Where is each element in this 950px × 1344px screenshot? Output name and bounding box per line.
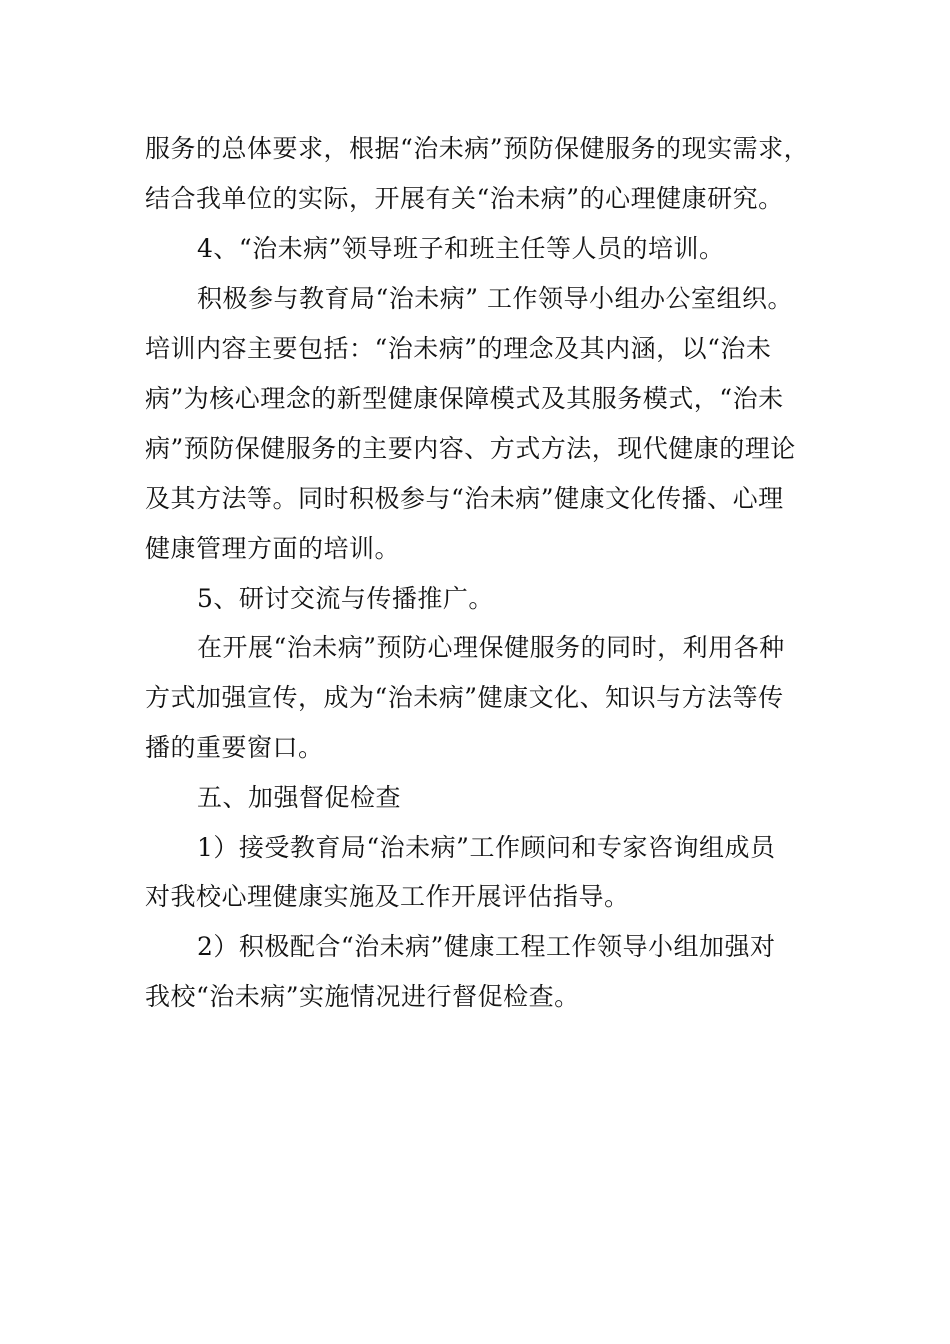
section-heading: 五、加强督促检查 bbox=[197, 783, 402, 812]
paragraph-line: 方式加强宣传，成为“治未病”健康文化、知识与方法等传 bbox=[145, 683, 784, 712]
paragraph-line: 对我校心理健康实施及工作开展评估指导。 bbox=[145, 882, 630, 911]
paragraph-line: 1）接受教育局“治未病”工作顾问和专家咨询组成员 bbox=[197, 833, 776, 862]
paragraph-line: 病”预防保健服务的主要内容、方式方法，现代健康的理论 bbox=[145, 434, 796, 463]
paragraph-line: 积极参与教育局“治未病” 工作领导小组办公室组织。 bbox=[197, 284, 794, 313]
paragraph-line: 播的重要窗口。 bbox=[145, 733, 324, 762]
paragraph-line: 病”为核心理念的新型健康保障模式及其服务模式，“治未 bbox=[145, 384, 784, 413]
paragraph-line: 在开展“治未病”预防心理保健服务的同时，利用各种 bbox=[197, 633, 785, 662]
paragraph-line: 结合我单位的实际，开展有关“治未病”的心理健康研究。 bbox=[145, 184, 784, 213]
paragraph-line: 及其方法等。同时积极参与“治未病”健康文化传播、心理 bbox=[145, 484, 784, 513]
paragraph-line: 我校“治未病”实施情况进行督促检查。 bbox=[145, 982, 580, 1011]
paragraph-line: 服务的总体要求，根据“治未病”预防保健服务的现实需求， bbox=[145, 134, 810, 163]
paragraph-line: 培训内容主要包括：“治未病”的理念及其内涵，以“治未 bbox=[145, 334, 772, 363]
paragraph-line: 健康管理方面的培训。 bbox=[145, 534, 401, 563]
paragraph-line: 2）积极配合“治未病”健康工程工作领导小组加强对 bbox=[197, 932, 776, 961]
section-item-heading: 4、“治未病”领导班子和班主任等人员的培训。 bbox=[197, 234, 725, 263]
section-item-heading: 5、研讨交流与传播推广。 bbox=[197, 584, 494, 613]
